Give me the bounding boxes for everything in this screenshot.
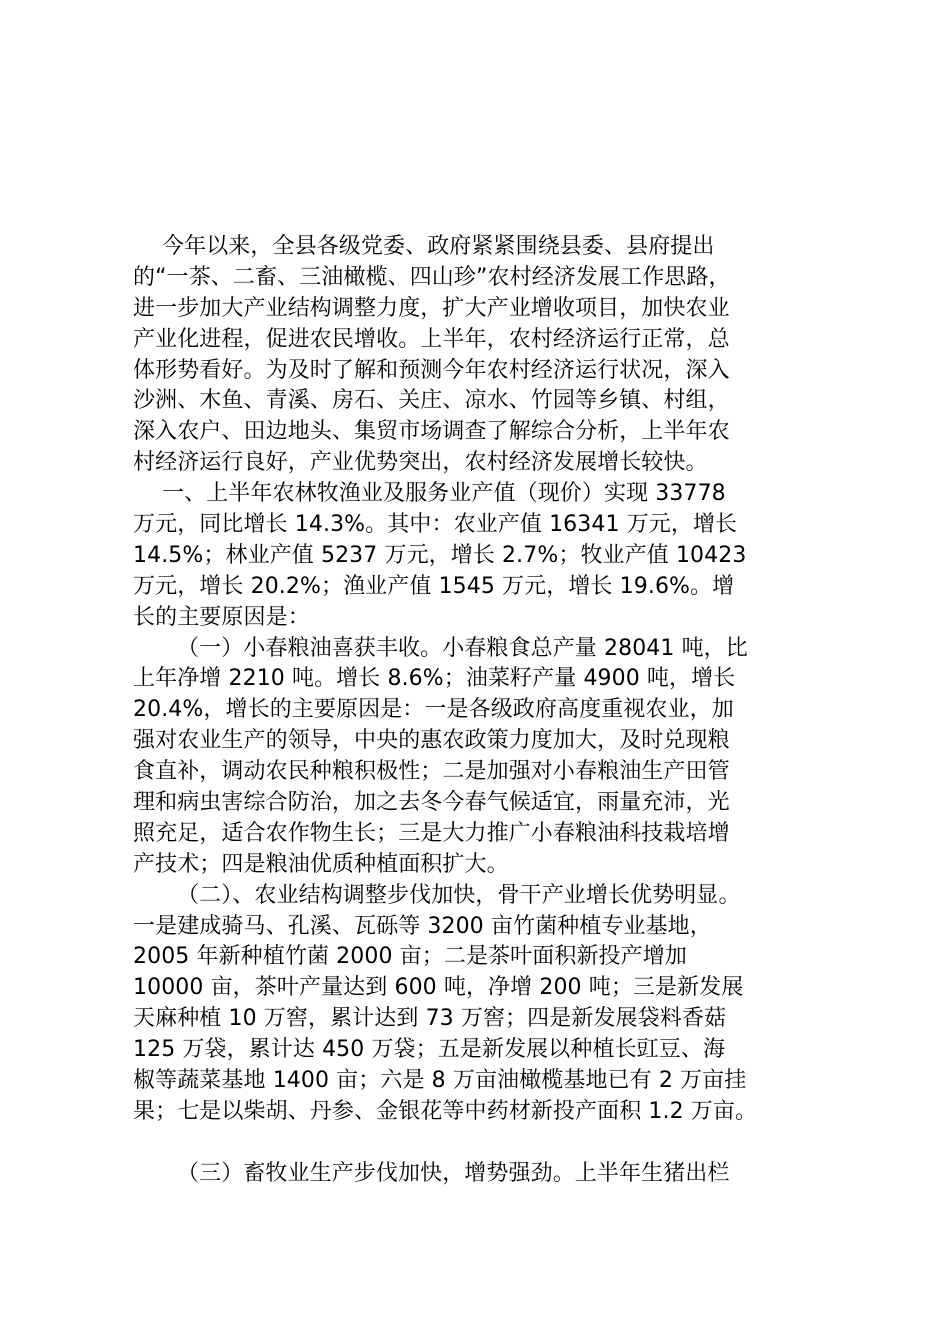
subsection-2-line: 天麻种植 10 万窖，累计达到 73 万窖；四是新发展袋料香菇 — [133, 1006, 727, 1032]
section-1-line: 14.5%；林业产值 5237 万元，增长 2.7%；牧业产值 10423 — [133, 542, 747, 568]
section-1-line: 万元，增长 20.2%；渔业产值 1545 万元，增长 19.6%。增 — [133, 573, 735, 599]
subsection-3-line: （三）畜牧业生产步伐加快，增势强劲。上半年生猪出栏 — [177, 1160, 730, 1186]
paragraph-intro-line: 进一步加大产业结构调整力度，扩大产业增收项目，加快农业 — [133, 295, 730, 321]
subsection-1-line: （一）小春粮油喜获丰收。小春粮食总产量 28041 吨，比 — [177, 635, 748, 661]
paragraph-intro-line: 深入农户、田边地头、集贸市场调查了解综合分析，上半年农 — [133, 419, 730, 445]
subsection-1-line: 上年净增 2210 吨。增长 8.6%；油菜籽产量 4900 吨，增长 — [133, 666, 736, 692]
section-1-line: 万元，同比增长 14.3%。其中：农业产值 16341 万元，增长 — [133, 512, 738, 538]
subsection-1-line: 产技术；四是粮油优质种植面积扩大。 — [133, 851, 509, 877]
subsection-2-line: 2005 年新种植竹菌 2000 亩；二是茶叶面积新投产增加 — [133, 944, 687, 970]
paragraph-intro-line: 体形势看好。为及时了解和预测今年农村经济运行状况，深入 — [133, 357, 730, 383]
subsection-1-line: 食直补，调动农民种粮积极性；二是加强对小春粮油生产田管 — [133, 759, 730, 785]
subsection-2-line: 10000 亩，茶叶产量达到 600 吨，净增 200 吨；三是新发展 — [133, 975, 744, 1001]
subsection-1-line: 强对农业生产的领导，中央的惠农政策力度加大，及时兑现粮 — [133, 728, 730, 754]
paragraph-intro-line: 的“一茶、二畜、三油橄榄、四山珍”农村经济发展工作思路， — [133, 264, 731, 290]
subsection-2-line: 果；七是以柴胡、丹参、金银花等中药材新投产面积 1.2 万亩。 — [133, 1098, 758, 1124]
subsection-1-line: 20.4%，增长的主要原因是：一是各级政府高度重视农业，加 — [133, 697, 734, 723]
paragraph-intro-line: 村经济运行良好，产业优势突出，农村经济发展增长较快。 — [133, 450, 708, 476]
subsection-2-line: 125 万袋，累计达 450 万袋；五是新发展以种植长豇豆、海 — [133, 1037, 726, 1063]
subsection-2-line: 一是建成骑马、孔溪、瓦砾等 3200 亩竹菌种植专业基地， — [133, 913, 712, 939]
subsection-1-line: 照充足，适合农作物生长；三是大力推广小春粮油科技栽培增 — [133, 820, 730, 846]
subsection-2-line: （二）、农业结构调整步伐加快，骨干产业增长优势明显。 — [177, 882, 741, 908]
paragraph-intro-line: 今年以来，全县各级党委、政府紧紧围绕县委、县府提出 — [162, 234, 715, 259]
subsection-1-line: 理和病虫害综合防治，加之去冬今春气候适宜，雨量充沛，光 — [133, 790, 730, 816]
paragraph-intro-line: 沙洲、木鱼、青溪、房石、关庄、凉水、竹园等乡镇、村组， — [133, 388, 730, 414]
document-body — [133, 232, 838, 1190]
section-1-line: 长的主要原因是： — [133, 604, 310, 630]
paragraph-spacer — [133, 1128, 838, 1159]
section-1-line: 一、上半年农林牧渔业及服务业产值（现价）实现 33778 — [162, 481, 726, 507]
paragraph-intro-line: 产业化进程，促进农民增收。上半年，农村经济运行正常，总 — [133, 326, 730, 352]
subsection-2-line: 椒等蔬菜基地 1400 亩；六是 8 万亩油橄榄基地已有 2 万亩挂 — [133, 1068, 747, 1094]
